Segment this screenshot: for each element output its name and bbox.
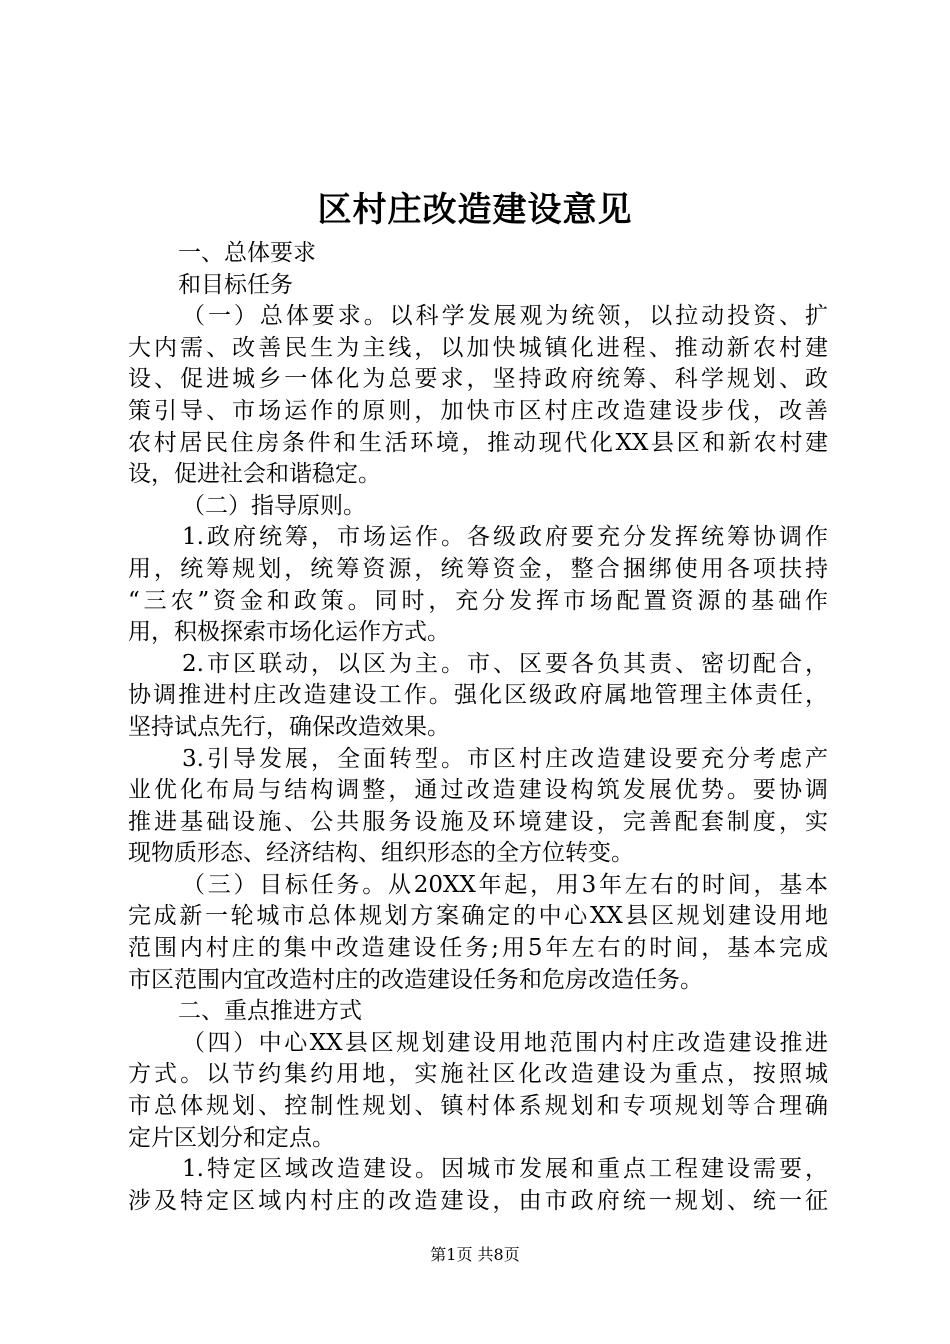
heading-overall-requirements: 一、总体要求 (178, 240, 316, 266)
paragraph-line: 2.市区联动，以区为主。市、区要各负其责、密切配合， (182, 650, 828, 677)
paragraph-line: 市总体规划、控制性规划、镇村体系规划和专项规划等合理确 (128, 1093, 828, 1120)
paragraph-line: 设，促进社会和谐稳定。 (128, 461, 381, 488)
paragraph-line: （四）中心XX县区规划建设用地范围内村庄改造建设推进 (182, 1029, 828, 1056)
paragraph-line: 1.政府统筹，市场运作。各级政府要充分发挥统筹协调作 (182, 524, 828, 551)
paragraph-line: （三）目标任务。从20XX年起，用3年左右的时间，基本 (182, 871, 828, 898)
paragraph-line: 大内需、改善民生为主线，以加快城镇化进程、推动新农村建 (128, 334, 828, 361)
heading-continuation: 和目标任务 (178, 271, 293, 298)
paragraph-line: 范围内村庄的集中改造建设任务;用5年左右的时间，基本完成 (128, 935, 828, 962)
paragraph-line: （一）总体要求。以科学发展观为统领，以拉动投资、扩 (182, 303, 828, 330)
subheading-guiding-principles: （二）指导原则。 (182, 492, 366, 519)
paragraph-line: 方式。以节约集约用地，实施社区化改造建设为重点，按照城 (128, 1061, 828, 1088)
paragraph-line: 协调推进村庄改造建设工作。强化区级政府属地管理主体责任， (128, 682, 828, 709)
document-title: 区村庄改造建设意见 (317, 190, 633, 230)
heading-key-approaches: 二、重点推进方式 (178, 998, 362, 1025)
paragraph-line: 市区范围内宜改造村庄的改造建设任务和危房改造任务。 (128, 966, 703, 993)
paragraph-line: 1.特定区域改造建设。因城市发展和重点工程建设需要， (182, 1156, 828, 1183)
paragraph-line: 坚持试点先行，确保改造效果。 (128, 713, 450, 740)
paragraph-line: 完成新一轮城市总体规划方案确定的中心XX县区规划建设用地 (128, 903, 828, 930)
paragraph-line: 用，积极探索市场化运作方式。 (128, 619, 450, 646)
paragraph-line: 设、促进城乡一体化为总要求，坚持政府统筹、科学规划、政 (128, 366, 828, 393)
paragraph-line: “三农”资金和政策。同时，充分发挥市场配置资源的基础作 (128, 587, 828, 614)
paragraph-line: 用，统筹规划，统筹资源，统筹资金，整合捆绑使用各项扶持 (128, 555, 828, 582)
paragraph-line: 农村居民住房条件和生活环境，推动现代化XX县区和新农村建 (128, 429, 828, 456)
paragraph-line: 3.引导发展，全面转型。市区村庄改造建设要充分考虑产 (182, 745, 828, 772)
paragraph-line: 涉及特定区域内村庄的改造建设，由市政府统一规划、统一征 (128, 1187, 828, 1214)
page-footer: 第1页 共8页 (430, 1245, 520, 1264)
paragraph-line: 推进基础设施、公共服务设施及环境建设，完善配套制度，实 (128, 808, 828, 835)
paragraph-line: 定片区划分和定点。 (128, 1124, 335, 1151)
document-body (128, 238, 828, 1217)
paragraph-line: 策引导、市场运作的原则，加快市区村庄改造建设步伐，改善 (128, 397, 828, 424)
paragraph-line: 业优化布局与结构调整，通过改造建设构筑发展优势。要协调 (128, 777, 828, 804)
paragraph-line: 现物质形态、经济结构、组织形态的全方位转变。 (128, 840, 634, 867)
